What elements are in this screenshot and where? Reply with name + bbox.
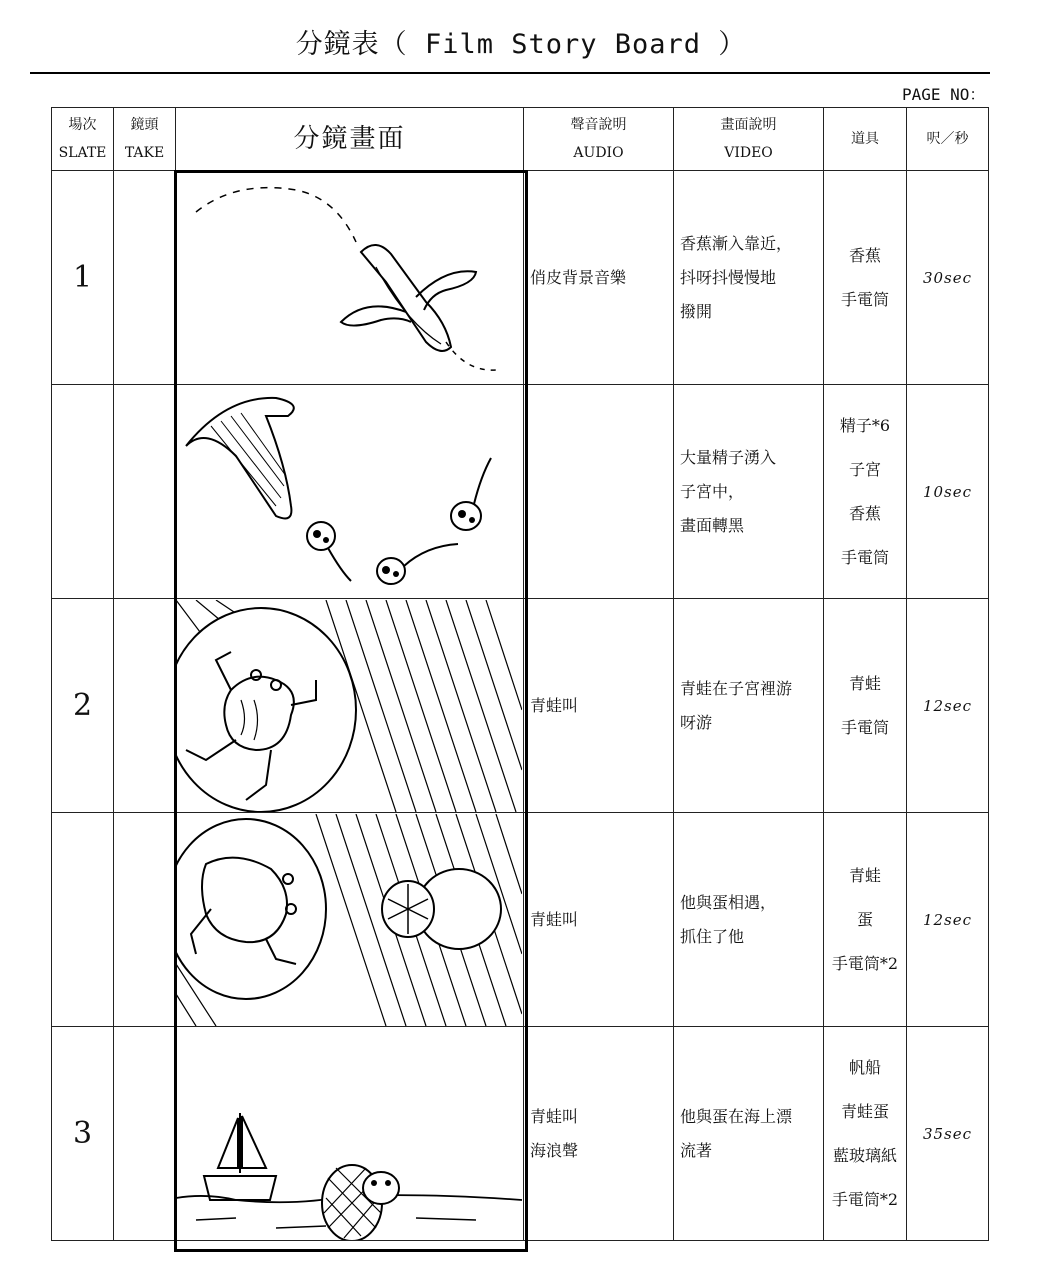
col-take-cn: 鏡頭 <box>130 117 159 133</box>
audio-cell <box>524 171 674 385</box>
slate-cell: 3 <box>52 1027 114 1241</box>
table-row <box>52 385 989 599</box>
video-cell <box>674 171 824 385</box>
col-take <box>114 108 176 171</box>
audio-cell <box>524 385 674 599</box>
prop-item: 精子*6 <box>839 415 891 435</box>
storyboard-panel <box>176 599 524 813</box>
video-line: 呀游 <box>680 712 713 732</box>
video-line: 畫面轉黑 <box>680 515 745 535</box>
slate-cell: 1 <box>52 171 114 385</box>
storyboard-panel <box>176 385 524 599</box>
video-line: 香蕉漸入靠近， <box>680 233 793 253</box>
page-number-label: PAGE NO： <box>902 85 986 104</box>
col-video-cn: 畫面說明 <box>720 117 777 133</box>
duration-cell: 10sec <box>907 385 989 599</box>
page-title: 分鏡表（ Film Story Board ） <box>295 29 747 60</box>
storyboard-panel <box>176 171 524 385</box>
video-cell <box>674 599 824 813</box>
prop-item: 手電筒*2 <box>831 953 899 973</box>
take-cell <box>114 171 176 385</box>
video-cell <box>674 813 824 1027</box>
col-audio <box>524 108 674 171</box>
col-slate-en: SLATE <box>58 145 107 161</box>
frog-meets-egg-drawing-icon <box>176 814 522 1026</box>
col-video <box>674 108 824 171</box>
props-cell <box>824 813 907 1027</box>
prop-item: 青蛙 <box>848 673 881 693</box>
col-slate <box>52 108 114 171</box>
prop-item: 藍玻璃紙 <box>832 1145 897 1165</box>
col-props: 道具 <box>824 108 907 171</box>
props-cell <box>824 599 907 813</box>
audio-line: 青蛙叫 <box>530 695 579 715</box>
audio-line: 海浪聲 <box>530 1140 579 1160</box>
prop-item: 青蛙蛋 <box>840 1101 889 1121</box>
prop-item: 手電筒 <box>840 289 889 309</box>
duration-cell: 12sec <box>907 599 989 813</box>
take-cell <box>114 813 176 1027</box>
col-audio-cn: 聲音說明 <box>570 117 627 133</box>
storyboard-panel <box>176 813 524 1027</box>
prop-item: 手電筒 <box>840 547 889 567</box>
take-cell <box>114 385 176 599</box>
duration-cell: 12sec <box>907 813 989 1027</box>
frog-in-womb-drawing-icon <box>176 600 522 812</box>
duration-cell: 35sec <box>907 1027 989 1241</box>
slate-cell <box>52 385 114 599</box>
props-cell <box>824 385 907 599</box>
prop-item: 青蛙 <box>848 865 881 885</box>
table-row <box>52 599 989 813</box>
video-line: 青蛙在子宮裡游 <box>680 678 793 698</box>
video-line: 他與蛋相遇， <box>680 892 777 912</box>
prop-item: 香蕉 <box>848 245 881 265</box>
title-rule <box>30 72 990 74</box>
video-line: 撥開 <box>680 301 713 321</box>
video-cell <box>674 1027 824 1241</box>
col-board: 分鏡畫面 <box>176 108 524 171</box>
props-cell <box>824 171 907 385</box>
audio-line: 俏皮背景音樂 <box>530 267 627 287</box>
video-line: 大量精子湧入 <box>680 447 777 467</box>
video-line: 子宮中， <box>680 481 745 501</box>
prop-item: 帆船 <box>848 1057 881 1077</box>
slate-cell: 2 <box>52 599 114 813</box>
banana-drawing-icon <box>176 172 522 384</box>
audio-cell <box>524 599 674 813</box>
video-line: 抓住了他 <box>680 926 745 946</box>
take-cell <box>114 1027 176 1241</box>
sperm-drawing-icon <box>176 386 522 598</box>
prop-item: 手電筒 <box>840 717 889 737</box>
table-row <box>52 1027 989 1241</box>
video-cell <box>674 385 824 599</box>
prop-item: 蛋 <box>856 909 873 929</box>
video-line: 他與蛋在海上漂 <box>680 1106 793 1126</box>
header-row <box>52 108 989 171</box>
audio-line: 青蛙叫 <box>530 1106 579 1126</box>
video-line: 抖呀抖慢慢地 <box>680 267 777 287</box>
col-duration: 呎／秒 <box>907 108 989 171</box>
col-take-en: TAKE <box>124 145 165 161</box>
audio-cell <box>524 1027 674 1241</box>
audio-line: 青蛙叫 <box>530 909 579 929</box>
col-slate-cn: 場次 <box>68 117 97 133</box>
prop-item: 子宮 <box>848 459 881 479</box>
table-row <box>52 171 989 385</box>
storyboard-table <box>51 107 989 1241</box>
storyboard-panel <box>176 1027 524 1241</box>
take-cell <box>114 599 176 813</box>
slate-cell <box>52 813 114 1027</box>
prop-item: 手電筒*2 <box>831 1189 899 1209</box>
audio-cell <box>524 813 674 1027</box>
table-row <box>52 813 989 1027</box>
props-cell <box>824 1027 907 1241</box>
col-video-en: VIDEO <box>724 145 773 161</box>
video-line: 流著 <box>680 1140 713 1160</box>
duration-cell: 30sec <box>907 171 989 385</box>
prop-item: 香蕉 <box>848 503 881 523</box>
sailboat-sea-drawing-icon <box>176 1028 522 1240</box>
col-audio-en: AUDIO <box>573 145 624 161</box>
